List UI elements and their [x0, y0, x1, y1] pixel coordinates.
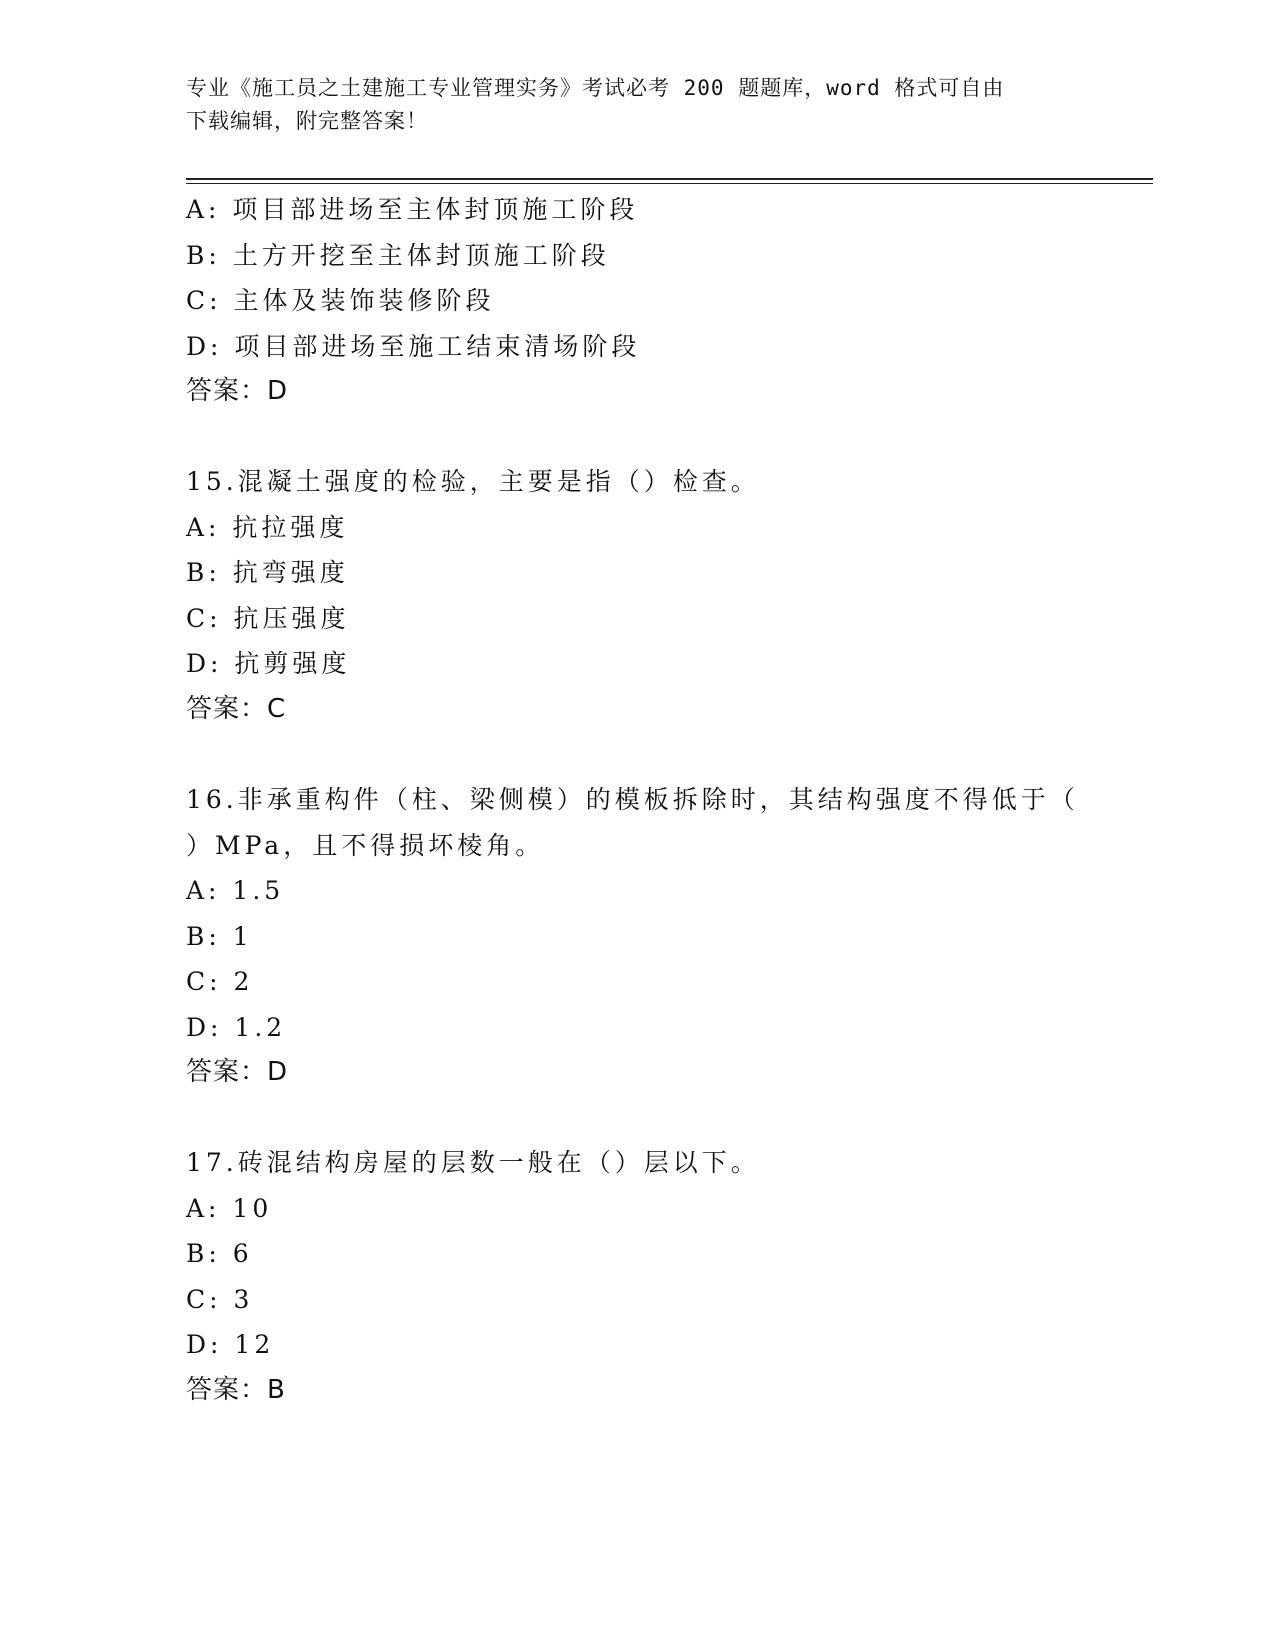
question-14 [186, 187, 1086, 415]
option-d: D: 项目部进场至施工结束清场阶段 [186, 331, 641, 361]
answer-text: 答案：D [186, 1057, 289, 1087]
option-c: C: 2 [186, 967, 254, 996]
question-stem-line-2: ）MPa，且不得损坏棱角。 [186, 830, 545, 860]
document-header [186, 72, 1066, 138]
question-16 [186, 777, 1086, 1096]
option-a: A: 10 [186, 1193, 273, 1223]
question-17 [186, 1140, 1086, 1413]
option-c: C: 抗压强度 [186, 603, 350, 633]
question-stem-line-1: 16.非承重构件（柱、梁侧模）的模板拆除时，其结构强度不得低于（ [186, 785, 1079, 814]
option-a: A: 1.5 [186, 876, 285, 905]
answer-text: 答案：D [186, 376, 289, 406]
option-b: B: 6 [186, 1239, 253, 1268]
header-title-line-1: 专业《施工员之土建施工专业管理实务》考试必考 200 题题库，word 格式可自由 [186, 76, 1005, 100]
question-15 [186, 459, 1086, 732]
option-d: D: 12 [186, 1330, 275, 1359]
option-b: B: 土方开挖至主体封顶施工阶段 [186, 240, 610, 270]
option-c: C: 3 [186, 1284, 254, 1314]
option-d: D: 1.2 [186, 1012, 287, 1042]
option-b: B: 1 [186, 921, 253, 951]
option-c: C: 主体及装饰装修阶段 [186, 286, 495, 315]
answer-text: 答案：B [186, 1374, 286, 1405]
header-divider-thick [186, 178, 1153, 180]
answer-text: 答案：C [186, 693, 287, 724]
header-title-line-2: 下载编辑，附完整答案！ [186, 109, 428, 133]
option-a: A: 项目部进场至主体封顶施工阶段 [186, 195, 639, 224]
header-divider-thin [186, 183, 1153, 184]
option-d: D: 抗剪强度 [186, 649, 351, 678]
option-a: A: 抗拉强度 [186, 512, 349, 542]
question-stem: 15.混凝土强度的检验，主要是指（）检查。 [186, 467, 760, 496]
question-stem: 17.砖混结构房屋的层数一般在（）层以下。 [186, 1148, 760, 1177]
option-b: B: 抗弯强度 [186, 558, 349, 587]
